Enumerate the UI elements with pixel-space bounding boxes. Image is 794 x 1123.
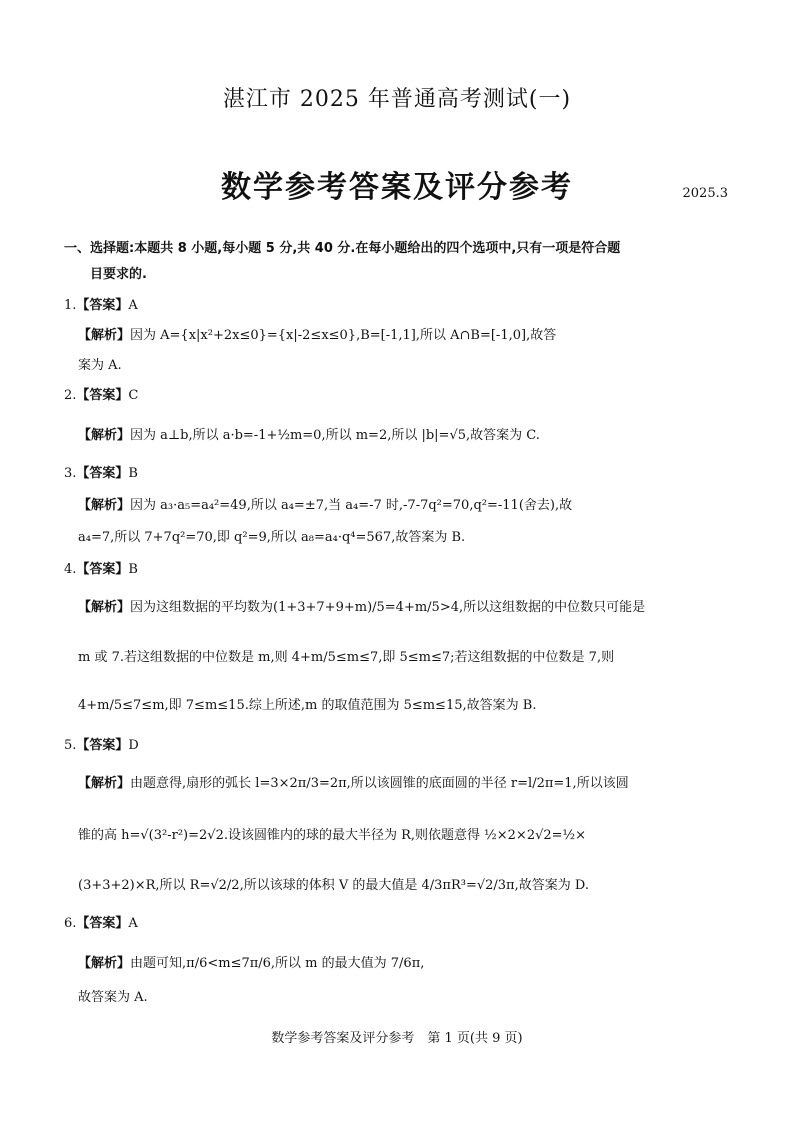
document-date: 2025.3 [682,186,728,201]
page-title: 湛江市 2025 年普通高考测试(一) [222,87,572,112]
explanation-3-line-1 [78,494,572,513]
answer-number: 3. [64,466,77,481]
answer-number: 2. [64,388,77,403]
explanation-6-line-1 [78,952,424,971]
explanation-6-line-2: 故答案为 A. [78,990,148,1005]
explanation-2-line-1 [78,424,540,443]
answer-5 [64,734,139,753]
explanation-4-line-2: m 或 7.若这组数据的中位数是 m,则 4+m/5≤m≤7,即 5≤m≤7;若这组数据的中位数是 7,则 [78,650,615,665]
answer-tag: 【答案】 [76,738,129,753]
answer-tag: 【答案】 [76,916,129,931]
answer-value: D [128,738,139,753]
explanation-tag: 【解析】 [78,498,131,513]
answer-tag: 【答案】 [76,388,129,403]
answer-tag: 【答案】 [76,466,129,481]
explanation-text: 因为 A={x|x²+2x≤0}={x|-2≤x≤0},B=[-1,1],所以 A∩B=[-1,0],故答 [130,328,557,343]
answer-3 [64,462,138,481]
answer-2 [64,384,138,403]
explanation-text: 由题意得,扇形的弧长 l=3×2π/3=2π,所以该圆锥的底面圆的半径 r=l/2π=1,所以该圆 [130,776,629,791]
explanation-text: 由题可知,π/6<m≤7π/6,所以 m 的最大值为 7/6π, [130,956,425,971]
explanation-3-line-2: a₄=7,所以 7+7q²=70,即 q²=9,所以 a₈=a₄·q⁴=567,故答案为 B. [78,530,466,545]
answer-value: B [128,466,138,481]
explanation-text: 因为 a⊥b,所以 a·b=-1+½m=0,所以 m=2,所以 |b|=√5,故答案为 C. [130,428,540,443]
explanation-tag: 【解析】 [78,328,131,343]
answer-number: 4. [64,562,77,577]
explanation-tag: 【解析】 [78,776,131,791]
section-line-1: 一、选择题:本题共 8 小题,每小题 5 分,共 40 分.在每小题给出的四个选项中,只有一项是符合题 [64,241,621,256]
page-footer: 数学参考答案及评分参考 第 1 页(共 9 页) [271,1031,523,1046]
answer-value: A [128,916,138,931]
answer-number: 5. [64,738,77,753]
section-line-2: 目要求的. [90,267,147,282]
explanation-1-line-1 [78,324,556,343]
explanation-4-line-1 [78,596,645,615]
explanation-tag: 【解析】 [78,428,131,443]
explanation-5-line-2: 锥的高 h=√(3²-r²)=2√2.设该圆锥内的球的最大半径为 R,则依题意得 ½×2×2√2=½× [78,828,587,843]
explanation-1-line-2: 案为 A. [78,358,122,373]
answer-tag: 【答案】 [76,562,129,577]
explanation-text: 因为 a₃·a₅=a₄²=49,所以 a₄=±7,当 a₄=-7 时,-7-7q²=70,q²=-11(舍去),故 [130,498,573,513]
answer-value: C [128,388,139,403]
explanation-tag: 【解析】 [78,956,131,971]
explanation-5-line-1 [78,772,629,791]
explanation-tag: 【解析】 [78,600,131,615]
answer-value: A [128,298,138,313]
answer-tag: 【答案】 [76,298,129,313]
section-heading [64,236,736,288]
answer-value: B [128,562,138,577]
answer-4 [64,558,138,577]
document-subtitle: 数学参考答案及评分参考 [221,170,573,205]
explanation-text: 因为这组数据的平均数为(1+3+7+9+m)/5=4+m/5>4,所以这组数据的中位数只可能是 [130,600,646,615]
answer-number: 6. [64,916,77,931]
answer-1 [64,294,138,313]
answer-number: 1. [64,298,77,313]
answer-6 [64,912,138,931]
explanation-5-line-3: (3+3+2)×R,所以 R=√2/2,所以该球的体积 V 的最大值是 4/3πR³=√2/3π,故答案为 D. [78,878,589,893]
explanation-4-line-3: 4+m/5≤7≤m,即 7≤m≤15.综上所述,m 的取值范围为 5≤m≤15,故答案为 B. [78,698,537,713]
